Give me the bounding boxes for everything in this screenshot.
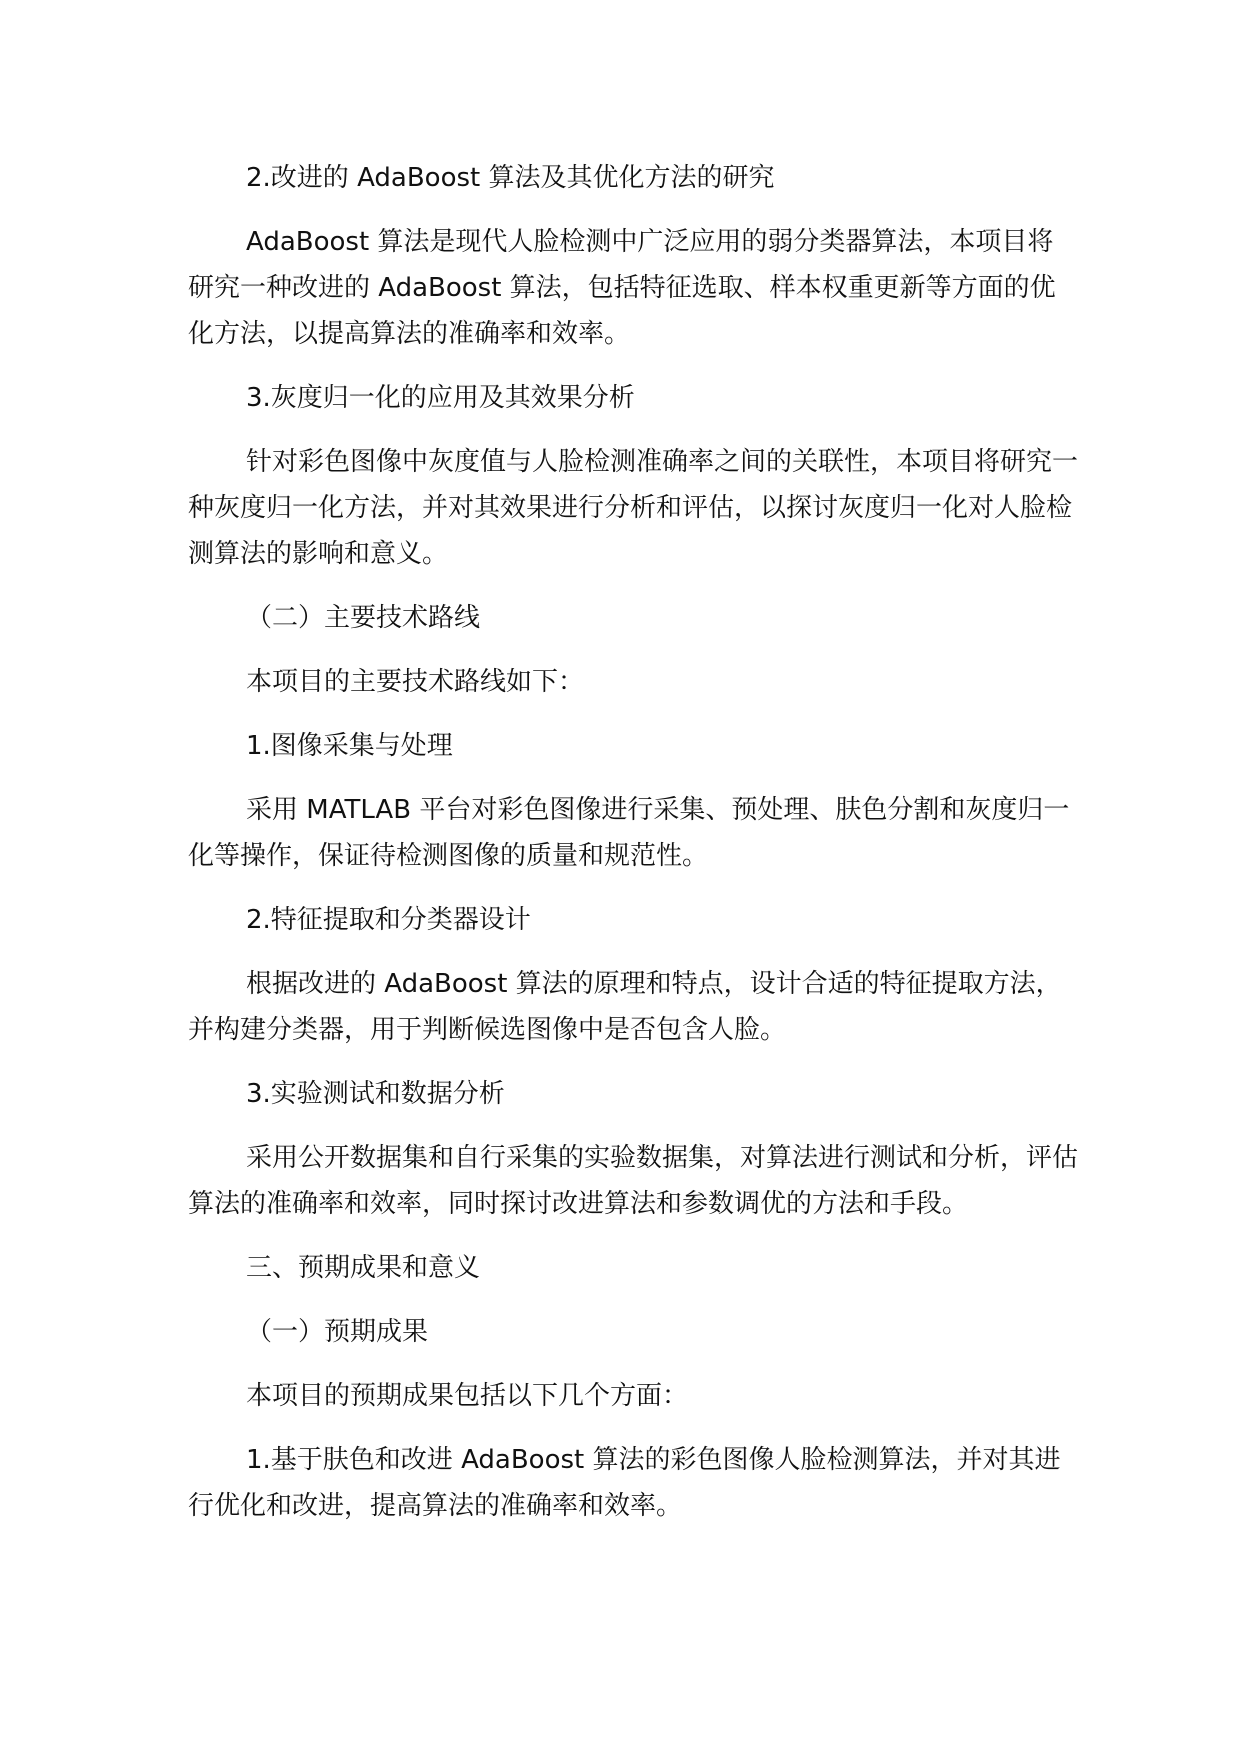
subheading-feature-extraction: 2.特征提取和分类器设计 [246,905,531,935]
paragraph-feature-extraction: 根据改进的 AdaBoost 算法的原理和特点，设计合适的特征提取方法，并构建分类器，用于判断候选图像中是否包含人脸。 [188,969,1062,1045]
document-body [188,155,1078,1529]
subsection-heading-expected-outcomes: （一）预期成果 [246,1317,429,1347]
subheading-image-acquisition: 1.图像采集与处理 [246,731,453,761]
section-heading-technical-route: （二）主要技术路线 [246,603,481,633]
paragraph-technical-route-intro: 本项目的主要技术路线如下： [246,667,585,697]
paragraph-gray-normalization: 针对彩色图像中灰度值与人脸检测准确率之间的关联性，本项目将研究一种灰度归一化方法，并对其效果进行分析和评估，以探讨灰度归一化对人脸检测算法的影响和意义。 [188,447,1079,569]
subheading-experiment-testing: 3.实验测试和数据分析 [246,1079,505,1109]
section-heading-expected-results: 三、预期成果和意义 [246,1253,481,1283]
subheading-gray-normalization: 3.灰度归一化的应用及其效果分析 [246,383,635,413]
paragraph-adaboost-description: AdaBoost 算法是现代人脸检测中广泛应用的弱分类器算法，本项目将研究一种改进的 AdaBoost 算法，包括特征选取、样本权重更新等方面的优化方法，以提高算法的准确率和效率。 [188,227,1056,349]
subheading-adaboost-research: 2.改进的 AdaBoost 算法及其优化方法的研究 [246,163,775,193]
paragraph-image-acquisition: 采用 MATLAB 平台对彩色图像进行采集、预处理、肤色分割和灰度归一化等操作，保证待检测图像的质量和规范性。 [188,795,1070,871]
paragraph-experiment-testing: 采用公开数据集和自行采集的实验数据集，对算法进行测试和分析，评估算法的准确率和效率，同时探讨改进算法和参数调优的方法和手段。 [188,1143,1079,1219]
paragraph-expected-outcome-1: 1.基于肤色和改进 AdaBoost 算法的彩色图像人脸检测算法，并对其进行优化和改进，提高算法的准确率和效率。 [188,1445,1061,1521]
paragraph-expected-outcomes-intro: 本项目的预期成果包括以下几个方面： [246,1381,689,1411]
